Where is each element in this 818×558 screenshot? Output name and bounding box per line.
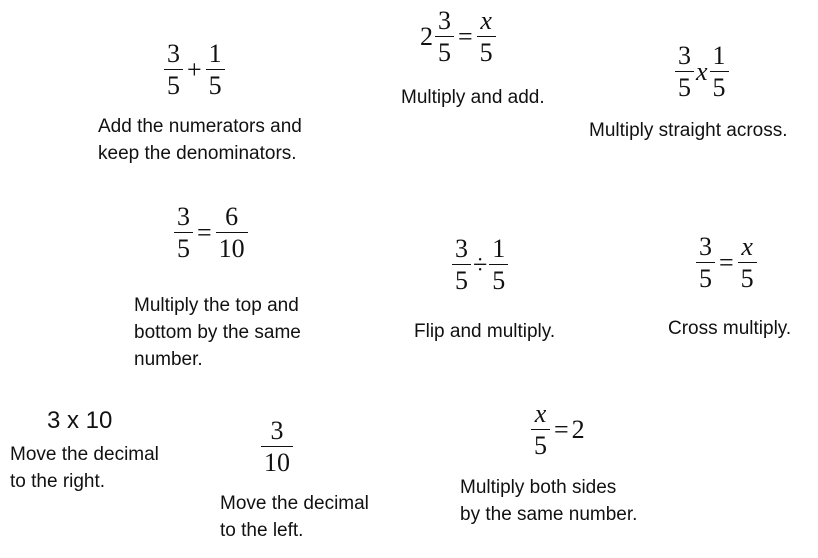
caption-divide-by-ten <box>220 490 369 544</box>
caption-line: to the right. <box>10 471 106 492</box>
denominator: 10 <box>261 446 293 476</box>
caption-line: Cross multiply. <box>668 318 792 339</box>
expression-text: 3 x 10 <box>47 407 113 434</box>
denominator: 5 <box>710 71 729 101</box>
numerator: x <box>741 232 753 261</box>
fraction <box>738 234 757 292</box>
fraction <box>477 8 496 66</box>
fraction <box>261 418 293 476</box>
denominator: 5 <box>738 262 757 292</box>
fraction <box>206 41 225 99</box>
fraction <box>531 401 550 459</box>
numerator: 1 <box>208 39 222 68</box>
numerator: 1 <box>712 41 726 70</box>
numerator: 3 <box>699 232 712 261</box>
caption-line: Move the decimal <box>10 444 159 465</box>
denominator: 5 <box>164 69 183 99</box>
caption-line: Add the numerators and <box>98 116 302 137</box>
expr-add-fractions <box>163 41 226 99</box>
numerator: 3 <box>455 234 468 263</box>
caption-solve-equation <box>460 474 637 528</box>
caption-equivalent-fractions <box>134 292 301 373</box>
caption-multiply-by-ten <box>10 441 159 495</box>
fraction <box>696 234 715 292</box>
denominator: 5 <box>174 232 193 262</box>
caption-line: number. <box>134 349 203 370</box>
fraction <box>489 236 508 294</box>
caption-line: bottom by the same <box>134 322 301 343</box>
fraction <box>216 204 248 262</box>
operator: + <box>187 55 202 84</box>
expr-mixed-number <box>420 8 497 66</box>
numerator: 1 <box>492 234 506 263</box>
expr-proportion <box>695 234 758 292</box>
caption-line: Multiply and add. <box>401 87 545 108</box>
expr-multiply-fractions <box>674 43 730 101</box>
numerator: 6 <box>225 202 239 231</box>
expr-solve-equation <box>530 401 585 459</box>
caption-multiply-fractions <box>589 117 788 144</box>
caption-line: Multiply straight across. <box>589 120 788 141</box>
fraction <box>675 43 694 101</box>
denominator: 5 <box>206 69 225 99</box>
numerator: x <box>534 399 547 428</box>
numerator: x <box>480 6 492 35</box>
caption-line: Multiply the top and <box>134 295 299 316</box>
whole-number: 2 <box>420 22 433 51</box>
caption-add-fractions <box>98 113 302 167</box>
denominator: 5 <box>435 36 454 66</box>
operator: x <box>696 57 708 86</box>
operator: = <box>554 415 569 444</box>
caption-divide-fractions <box>414 318 555 345</box>
fraction <box>164 41 183 99</box>
operator: = <box>458 22 473 51</box>
expr-multiply-by-ten <box>47 407 112 435</box>
caption-mixed-number <box>401 84 545 111</box>
expr-equivalent-fractions <box>173 204 249 262</box>
numerator: 3 <box>270 416 284 445</box>
operator: = <box>719 248 734 277</box>
caption-line: Move the decimal <box>220 493 369 514</box>
expr-divide-fractions <box>451 236 509 294</box>
caption-line: to the left. <box>220 520 304 541</box>
numerator: 3 <box>438 6 451 35</box>
caption-line: Flip and multiply. <box>414 321 556 342</box>
denominator: 5 <box>531 429 550 459</box>
numerator: 3 <box>678 41 691 70</box>
numerator: 3 <box>177 202 190 231</box>
denominator: 10 <box>216 232 248 262</box>
denominator: 5 <box>452 264 471 294</box>
denominator: 5 <box>489 264 508 294</box>
expr-divide-by-ten <box>260 418 294 476</box>
fraction <box>710 43 729 101</box>
caption-line: Multiply both sides <box>460 477 617 498</box>
denominator: 5 <box>675 71 694 101</box>
operator: ÷ <box>473 250 488 279</box>
denominator: 5 <box>696 262 715 292</box>
fraction <box>435 8 454 66</box>
fraction <box>452 236 471 294</box>
right-hand-side: 2 <box>571 415 585 444</box>
caption-line: keep the denominators. <box>98 143 297 164</box>
caption-proportion <box>668 315 791 342</box>
operator: = <box>197 218 212 247</box>
fraction <box>174 204 193 262</box>
denominator: 5 <box>477 36 496 66</box>
caption-line: by the same number. <box>460 504 638 525</box>
numerator: 3 <box>167 39 180 68</box>
